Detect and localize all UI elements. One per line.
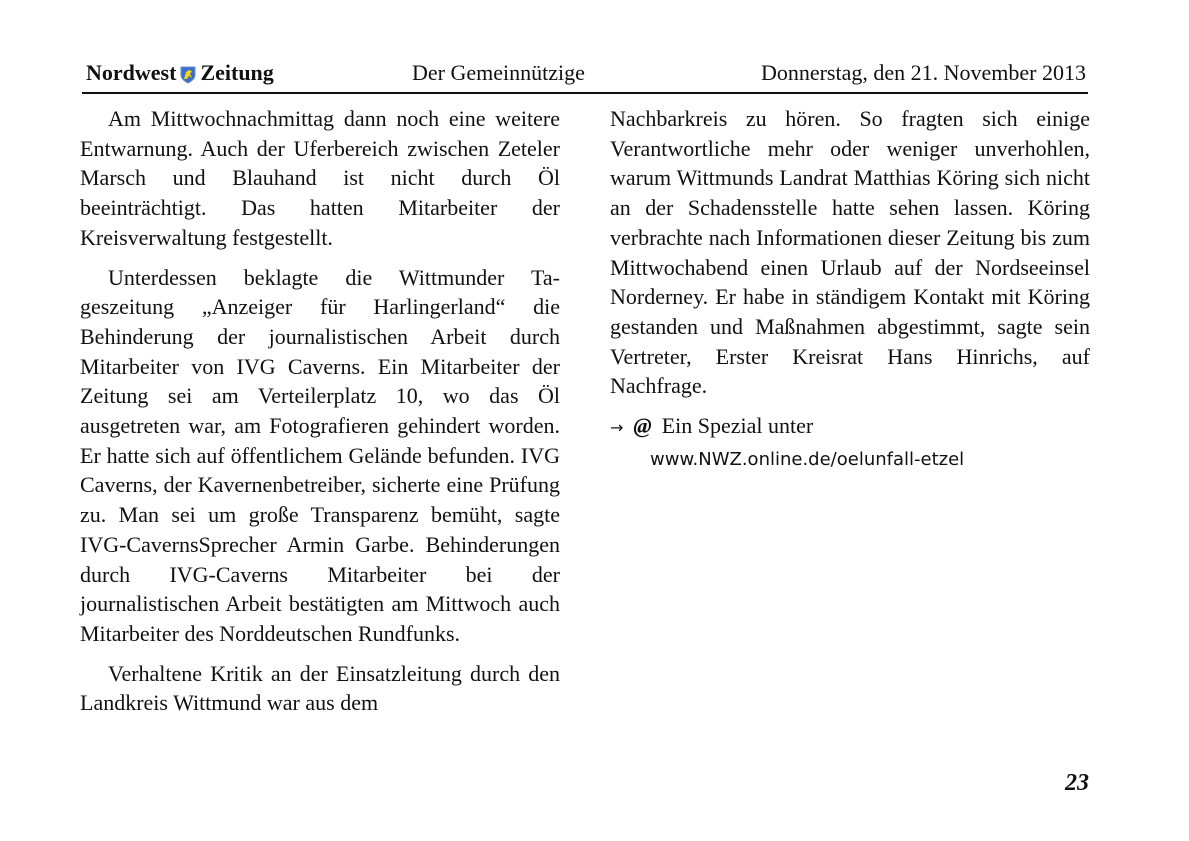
right-column (610, 104, 1090, 475)
arrow-icon: → (610, 418, 624, 438)
masthead-logo (86, 60, 274, 86)
left-column (80, 104, 560, 728)
coat-of-arms-icon (180, 64, 196, 82)
masthead-right: Zeitung (200, 60, 274, 85)
dateline: Donnerstag, den 21. November 2013 (760, 60, 1086, 85)
masthead-left: Nordwest (86, 60, 177, 85)
page-header (82, 58, 1088, 94)
at-icon: @ (633, 413, 652, 439)
paragraph: Am Mittwochnachmittag dann noch eine weitere Entwarnung. Auch der Uferbereich zwischen Zeteler Marsch und Blauhand ist nicht durch Öl beeinträchtigt. Das hatten Mitarbeiter der Kreisverwaltung festgestellt. (80, 106, 560, 250)
paragraph: Nachbarkreis zu hören. So fragten sich einige Verantwortliche mehr oder weniger unverhohlen, warum Wittmunds Landrat Matthias Köring sich nicht an der Schadensstelle hatte sehen lassen. Köring verbrachte nach Informationen dieser Zeitung bis zum Mittwochabend einen Urlaub auf der Nordseeinsel Norderney. Er habe in ständigem Kontakt mit Köring gestanden und Maßnahmen abgestimmt, sagte sein Vertreter, Erster Kreisrat Hans Hinrichs, auf Nachfrage. (610, 106, 1090, 399)
paragraph: Verhaltene Kritik an der Einsatzleitung durch den Landkreis Wittmund war aus dem (80, 660, 560, 716)
web-special-url[interactable]: www.NWZ.online.de/oelunfall-etzel (650, 448, 965, 470)
paragraph: Unterdessen beklagte die Wittmunder Tageszeitung „Anzeiger für Harlingerland“ die Behinderung der journalistischen Arbeit durch Mitarbeiter von IVG Caverns. Ein Mitarbeiter der Zeitung sei am Verteilerplatz 10, wo das Öl ausgetreten war, am Fotografieren gehindert worden. Er hatte sich auf öffentlichem Gelände befunden. IVG Caverns, der Kavernenbetreiber, sicherte eine Prüfung zu. Man sei um große Transparenz bemüht, sagte IVG-CavernsSprecher Armin Garbe. Behinderungen durch IVG-Caverns Mitarbeiter bei der journalistischen Arbeit bestätigten am Mittwoch auch Mitarbeiter des Norddeutschen Rundfunks. (80, 264, 560, 646)
page-number: 23 (1065, 770, 1089, 796)
web-special-label: Ein Spezial unter (661, 413, 814, 439)
web-special-note (610, 411, 1090, 443)
section-title: Der Gemeinnützige (412, 60, 585, 85)
